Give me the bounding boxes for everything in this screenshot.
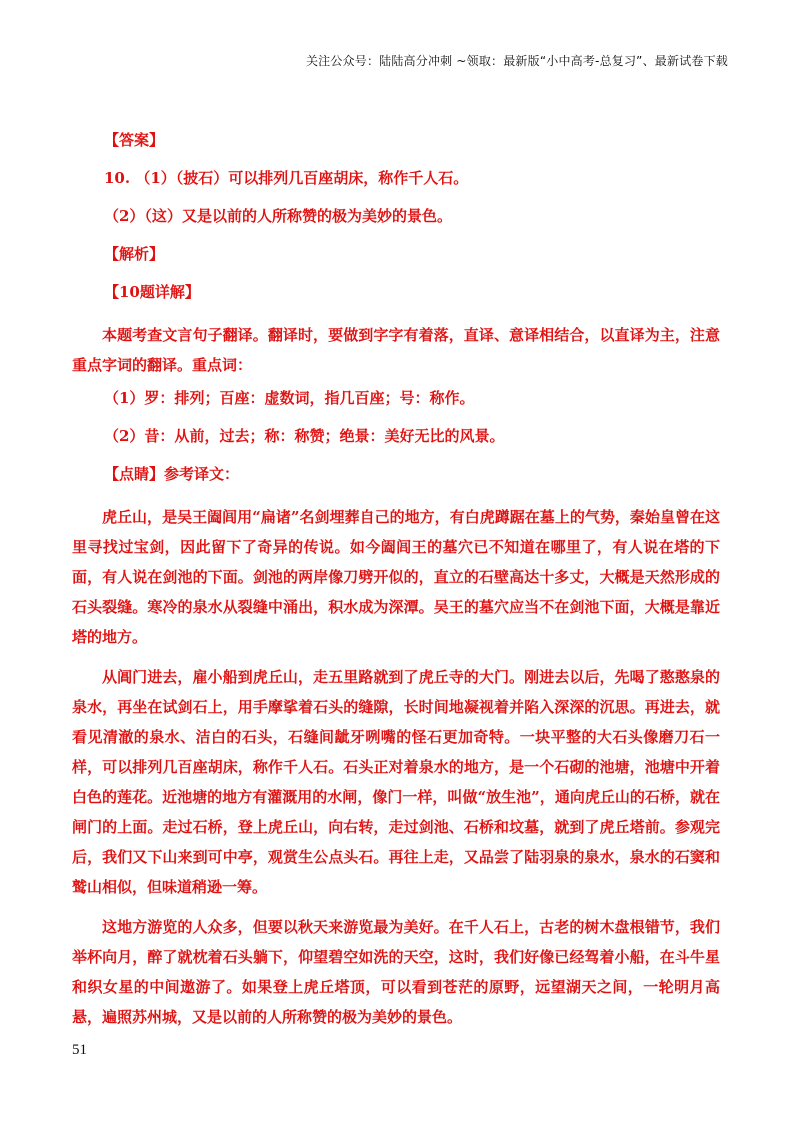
key-words-1: （1）罗：排列；百座：虚数词，指几百座；号：称作。 bbox=[104, 389, 475, 407]
detail-heading: 【10题详解】 bbox=[104, 283, 200, 301]
translation-paragraph-1: 虎丘山，是吴王阖闾用“扁诸”名剑埋葬自己的地方，有白虎蹲踞在墓上的气势，秦始皇曾在这里寻找过宝剑，因此留下了奇异的传说。如今阖闾王的墓穴已不知道在哪里了，有人说在塔的下面，有人说在剑池的下面。剑池的两岸像刀劈开似的，直立的石壁高达十多丈，大概是天然形成的石头裂缝。寒冷的泉水从裂缝中涌出，积水成为深潭。吴王的墓穴应当不在剑池下面，大概是靠近塔的地方。 bbox=[72, 508, 720, 646]
translation-paragraph-3: 这地方游览的人众多，但要以秋天来游览最为美好。在千人石上，古老的树木盘根错节，我们举杯向月，醉了就枕着石头躺下，仰望碧空如洗的天空，这时，我们好像已经驾着小船，在斗牛星和织女星的中间遨游了。如果登上虎丘塔顶，可以看到苍茫的原野，远望湖天之间，一轮明月高悬，遍照苏州城，又是以前的人所称赞的极为美妙的景色。 bbox=[72, 918, 720, 1026]
header-promo-note: 关注公众号：陆陆高分冲刺 ~领取：最新版“小中高考-总复习”、最新试卷下载 bbox=[305, 54, 728, 68]
translation-paragraph-2: 从阊门进去，雇小船到虎丘山，走五里路就到了虎丘寺的大门。刚进去以后，先喝了憨憨泉的泉水，再坐在试剑石上，用手摩挲着石头的缝隙，长时间地凝视着并陷入深深的沉思。再进去，就看见清澈的泉水、洁白的石头，石缝间龇牙咧嘴的怪石更加奇特。一块平整的大石头像磨刀石一样，可以排列几百座胡床，称作千人石。石头正对着泉水的地方，是一个石砌的池塘，池塘中开着白色的莲花。近池塘的地方有灌溉用的水闸，像门一样，叫做“放生池”，通向虎丘山的石桥，就在闸门的上面。走过石桥，登上虎丘山，向右转，走过剑池、石桥和坟墓，就到了虎丘塔前。参观完后，我们又下山来到可中亭，观赏生公点头石。再往上走，又品尝了陆羽泉的泉水，泉水的石窦和鹫山相似，但味道稍逊一筹。 bbox=[72, 668, 720, 896]
key-words-2: （2）昔：从前，过去；称：称赞；绝景：美好无比的风景。 bbox=[104, 427, 505, 445]
analysis-heading: 【解析】 bbox=[104, 245, 165, 263]
document-body bbox=[72, 130, 720, 1042]
detail-paragraph: 本题考查文言句子翻译。翻译时，要做到字字有着落，直译、意译相结合，以直译为主，注意重点字词的翻译。重点词： bbox=[72, 326, 720, 374]
tip-heading: 【点睛】参考译文： bbox=[104, 465, 240, 483]
page-number: 51 bbox=[72, 1042, 87, 1058]
answer-heading: 【答案】 bbox=[104, 131, 165, 149]
answer-line-1: 10. （1）（披石）可以排列几百座胡床，称作千人石。 bbox=[104, 169, 469, 187]
answer-line-2: （2）（这）又是以前的人所称赞的极为美妙的景色。 bbox=[104, 207, 452, 225]
